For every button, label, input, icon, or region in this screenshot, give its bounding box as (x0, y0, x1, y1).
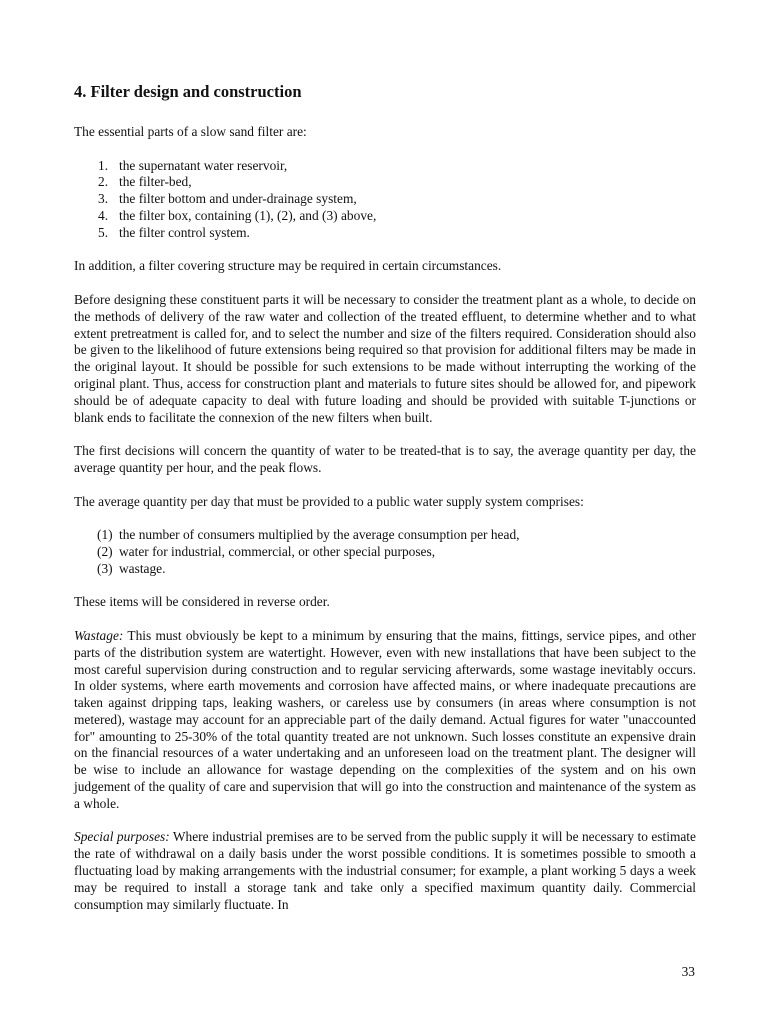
section-heading: 4. Filter design and construction (74, 82, 302, 101)
list-item-number: 4. (98, 207, 109, 223)
filter-parts-list (74, 158, 696, 242)
wastage-text: This must obviously be kept to a minimum by ensuring that the mains, fittings, service pipes, and other parts of the distribution system are watertight. However, even with new installations that have been subject to the most careful supervision during construction and to regular servicing afterwards, some wastage inevitably occurs. In older systems, where earth movements and corrosion have affected mains, or where inadequate precautions are taken against dripping taps, leaking washers, or careless use by consumers (in areas where consumption is not metered), wastage may account for an appreciable part of the daily demand. Actual figures for water "unaccounted for" amounting to 25-30% of the total quantity treated are not unknown. Such losses constitute an expensive drain on the financial resources of a water undertaking and an unforeseen load on the treatment plant. The designer will be wise to include an allowance for wastage depending on the complexities of the system and on his own judgement of the quality of care and supervision that will go into the construction and maintenance of the system as a whole. (74, 627, 696, 811)
list-item-text: the filter-bed, (119, 174, 192, 190)
list-item-number: 1. (98, 157, 109, 173)
list-item (74, 174, 696, 191)
list-item (74, 208, 696, 225)
list-item-number: (2) (97, 543, 113, 559)
list-item (74, 191, 696, 208)
list-item-text: the number of consumers multiplied by the average consumption per head, (119, 527, 520, 543)
list-item-text: the filter control system. (119, 224, 250, 240)
before-designing-paragraph: Before designing these constituent parts it will be necessary to consider the treatment plant as a whole, to decide on the methods of delivery of the raw water and collection of the treated effluent, to determine whether and to what extent pretreatment is called for, and to select the number and size of the filters required. Consideration should also be given to the likelihood of future extensions being required so that provision for additional filters may be made in the original layout. It should be possible for such extensions to be made without interrupting the working of the original plant. Thus, access for construction plant and materials to future sites should be allowed for, and pipework should be of adequate capacity to deal with future loading and should be provided with suitable T-junctions or blank ends to facilitate the connexion of the new filters when built. (74, 291, 696, 425)
list-item-text: wastage. (119, 560, 166, 576)
list-item-number: (1) (97, 527, 113, 543)
document-page (74, 82, 696, 930)
average-quantity-paragraph: The average quantity per day that must be provided to a public water supply system comprises: (74, 493, 584, 509)
list-item-text: the supernatant water reservoir, (119, 157, 288, 173)
list-item-number: 2. (98, 174, 109, 190)
list-item-number: 5. (98, 224, 109, 240)
list-item (74, 527, 696, 544)
reverse-order-paragraph: These items will be considered in reverse order. (74, 594, 330, 610)
list-item (74, 225, 696, 242)
list-item (74, 561, 696, 578)
page-number: 33 (681, 964, 695, 979)
intro-paragraph: The essential parts of a slow sand filter are: (74, 124, 307, 139)
list-item-text: water for industrial, commercial, or other special purposes, (119, 543, 436, 559)
list-item-text: the filter box, containing (1), (2), and (3) above, (119, 207, 377, 223)
supply-components-list (74, 527, 696, 577)
wastage-label: Wastage: (74, 627, 124, 643)
list-item-number: (3) (97, 560, 113, 576)
wastage-paragraph (74, 628, 696, 813)
first-decisions-paragraph: The first decisions will concern the quantity of water to be treated-that is to say, the average quantity per day, the average quantity per hour, and the peak flows. (74, 443, 696, 475)
list-item (74, 544, 696, 561)
list-item-number: 3. (98, 191, 109, 207)
covering-paragraph: In addition, a filter covering structure may be required in certain circumstances. (74, 258, 502, 274)
special-purposes-paragraph (74, 829, 696, 913)
special-purposes-text: Where industrial premises are to be served from the public supply it will be necessary to estimate the rate of withdrawal on a daily basis under the worst possible conditions. It is sometimes possible to smooth a fluctuating load by making arrangements with the industrial consumer; for example, a plant working 5 days a week may be required to install a storage tank and take only a specified maximum quantity daily. Commercial consumption may similarly fluctuate. In (74, 829, 696, 912)
list-item (74, 158, 696, 175)
special-purposes-label: Special purposes: (74, 829, 170, 845)
list-item-text: the filter bottom and under-drainage system, (119, 191, 357, 207)
